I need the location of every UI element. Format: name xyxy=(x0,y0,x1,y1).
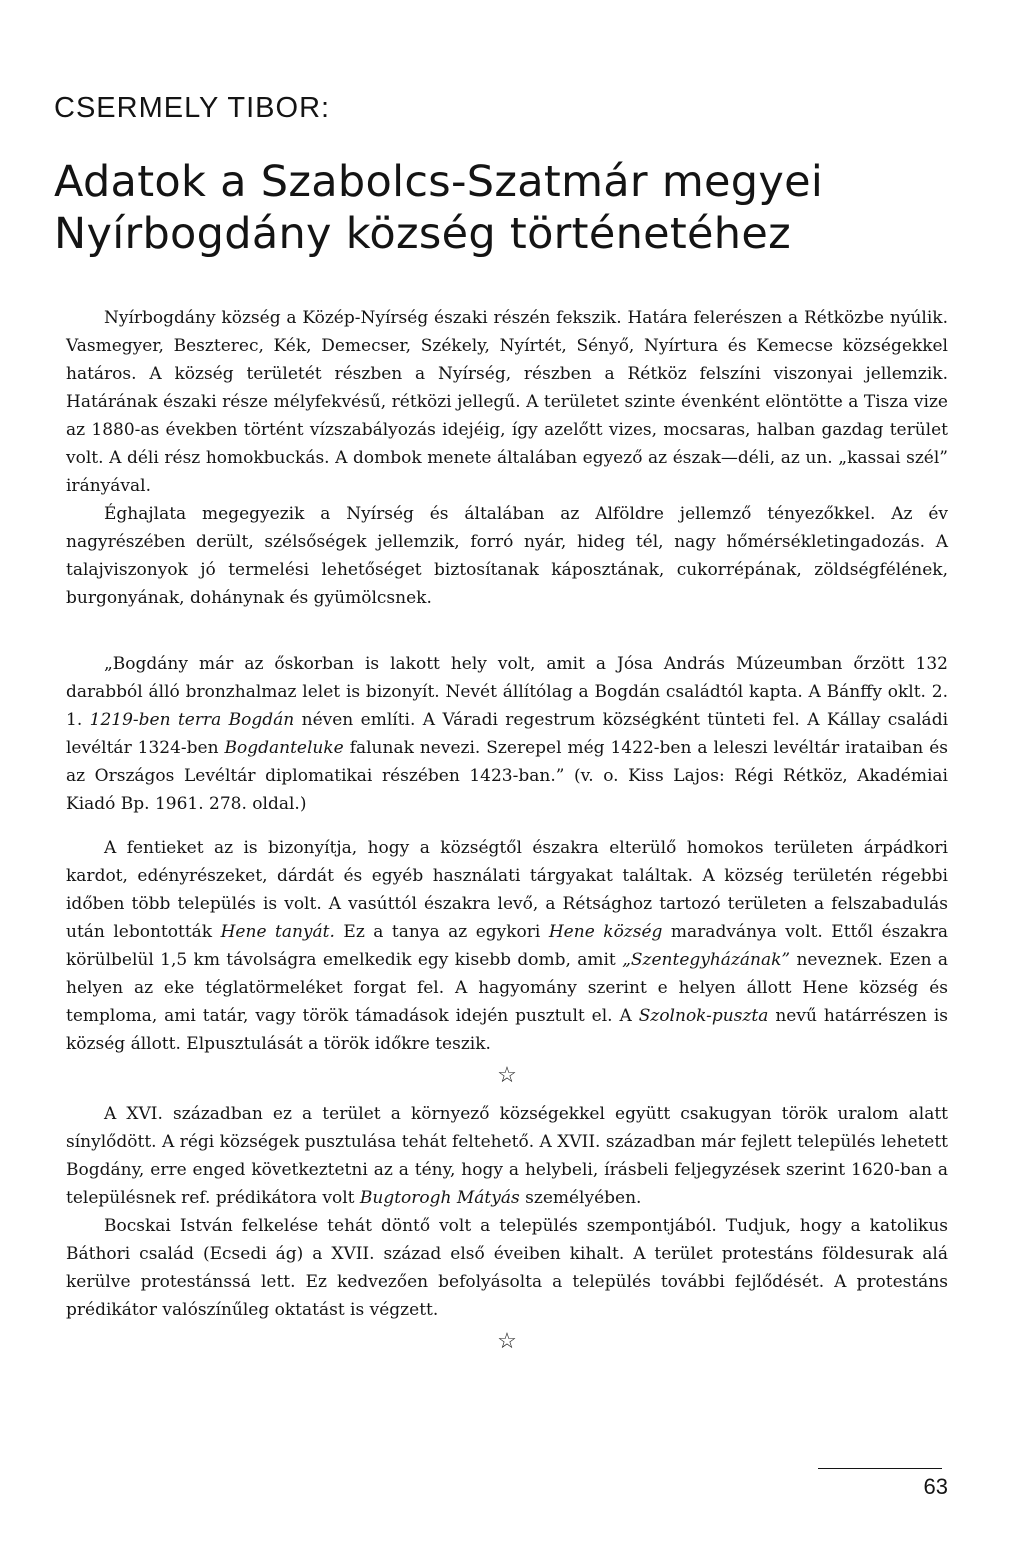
paragraph-2: Éghajlata megegyezik a Nyírség és általában az Alföldre jellemző tényezőkkel. Az év nagyrészében derült, szélsőségek jellemzik, forró nyár, hideg tél, nagy hőmérsékletingadozás. A talajviszonyok jó termelési lehetőséget biztosítanak káposztának, cukorrépának, zöldségfélének, burgonyának, dohánynak és gyümölcsnek. xyxy=(66,504,948,608)
italic-run: Bugtorogh Mátyás xyxy=(359,1188,520,1208)
paragraph-5 xyxy=(66,1100,948,1212)
italic-run: Hene község xyxy=(548,922,663,942)
paragraph-gap xyxy=(66,818,948,834)
italic-run: Szolnok-puszta xyxy=(638,1006,769,1026)
italic-run: Bogdanteluke xyxy=(224,738,344,758)
footer-rule xyxy=(818,1468,942,1469)
star-separator-icon: ☆ xyxy=(497,1329,517,1354)
text-run: neveznek. Ezen a helyen az eke téglatörmeléket forgat fel. A hagyomány szerint e helyen állott Hene község és temploma, ami tatár, vagy török támadások idején pusztult el. A xyxy=(66,950,948,1026)
italic-run: „Szentegyházának” xyxy=(622,950,791,970)
paragraph-3-quote xyxy=(66,650,948,818)
paragraph-1: Nyírbogdány község a Közép-Nyírség északi részén fekszik. Határa felerészen a Rétközbe nyúlik. Vasmegyer, Beszterec, Kék, Demecser, Székely, Nyírtét, Sényő, Nyírtura és Kemecse községekkel határos. A község területét részben a Nyírség, részben a Rétköz felszíni viszonyai jellemzik. Határának északi része mélyfekvésű, rétközi jellegű. A területet szinte évenként elöntötte a Tisza vize az 1880-as években történt vízszabályozás idejéig, így azelőtt vizes, mocsaras, halban gazdag terület volt. A déli rész homokbuckás. A dombok menete általában egyező az észak—déli, az un. „kassai szél” irányával. xyxy=(66,308,948,496)
page-number: 63 xyxy=(923,1474,948,1499)
text-run: falunak nevezi. Szerepel még 1422-ben a leleszi levéltár irataiban és az Országos Levéltár diplomatikai részében 1423-ban.” (v. o. Kiss Lajos: Régi Rétköz, Akadémiai Kiadó Bp. 1961. 278. oldal.) xyxy=(66,738,948,814)
text-run: nevű határrészen is község állott. Elpusztulását a török időkre teszik. xyxy=(66,1006,948,1054)
paragraph-6: Bocskai István felkelése tehát döntő volt a település szempontjából. Tudjuk, hogy a katolikus Báthori család (Ecsedi ág) a XVII. század első éveiben kihalt. A terület protestáns földesurak alá kerülve protestánssá lett. Ez kedvezően befolyásolta a település további fejlődését. A protestáns prédikátor valószínűleg oktatást is végzett. xyxy=(66,1216,948,1320)
italic-run: Hene tanyát. xyxy=(220,922,335,942)
title-line-1: Adatok a Szabolcs-Szatmár megyei xyxy=(54,157,824,207)
star-separator-icon: ☆ xyxy=(497,1063,517,1088)
paragraph-gap xyxy=(66,612,948,650)
italic-run: 1219-ben terra Bogdán xyxy=(89,710,295,730)
text-run: személyében. xyxy=(519,1188,642,1208)
article-title xyxy=(54,156,994,260)
text-run: A XVI. században ez a terület a környező községekkel együtt csakugyan török uralom alatt sínylődött. A régi községek pusztulása tehát feltehető. A XVII. században már fejlett település lehetett Bogdány, erre enged következtetni az a tény, hogy a helybeli, írásbeli feljegyzések szerint 1620-ban a településnek ref. prédikátora volt xyxy=(66,1104,948,1208)
text-run: Ez a tanya az egykori xyxy=(334,922,549,942)
text-run: néven említi. A Váradi regestrum községként tünteti fel. A Kállay családi levéltár 1324-ben xyxy=(66,710,949,758)
paragraph-4 xyxy=(66,834,948,1058)
author-name: CSERMELY TIBOR: xyxy=(54,92,331,124)
text-run: A fentieket az is bizonyítja, hogy a községtől északra elterülő homokos területen árpádkori kardot, edényrészeket, dárdát és egyéb használati tárgyakat találtak. A község területén régebbi időben több település is volt. A vasúttól északra levő, a Rétsághoz tartozó területen a felszabadulás után lebontották xyxy=(66,838,948,942)
article-body xyxy=(66,304,948,1366)
title-line-2: Nyírbogdány község történetéhez xyxy=(54,209,791,259)
text-run: maradványa volt. Ettől északra körülbelül 1,5 km távolságra emelkedik egy kisebb domb, amit xyxy=(66,922,948,970)
text-run: „Bogdány már az őskorban is lakott hely volt, amit a Jósa András Múzeumban őrzött 132 darabból álló bronzhalmaz lelet is bizonyít. Nevét állítólag a Bogdán családtól kapta. A Bánffy oklt. 2. 1. xyxy=(66,654,948,730)
